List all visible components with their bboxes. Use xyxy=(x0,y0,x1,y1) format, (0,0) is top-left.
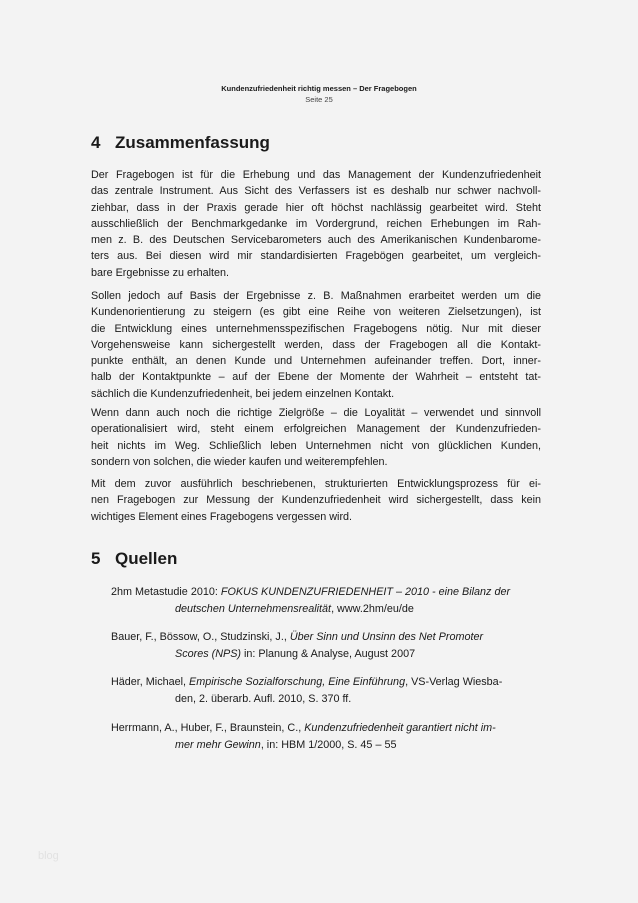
text-line: Wenn dann auch noch die richtige Zielgröße – die Loyalität – verwendet und sinnvoll xyxy=(91,407,541,419)
section-4-heading xyxy=(91,133,270,153)
ref-title: FOKUS KUNDENZUFRIEDENHEIT – 2010 - eine Bilanz der xyxy=(220,586,511,598)
page-number: Seite 25 xyxy=(305,95,333,104)
text-line: ziehbar, dass in der Praxis gerade hier oft höchst nachlässig gearbeitet wird. Steht xyxy=(91,201,541,214)
text-line: heit nichts im Weg. Schließlich leben Unternehmen nicht von glücklichen Kunden, xyxy=(91,439,541,452)
paragraph-3 xyxy=(91,405,541,470)
ref-title-cont: mer mehr Gewinn xyxy=(175,739,261,751)
text-line: ters aus. Bei diesen wird mir standardisierten Fragebögen gearbeitet, um vergleich- xyxy=(91,250,541,263)
ref-source: , www.2hm/eu/de xyxy=(331,603,414,615)
text-line: sondern von solchen, die wieder kaufen und weiterempfehlen. xyxy=(91,455,388,468)
reference-item xyxy=(111,720,531,754)
ref-publisher: , VS-Verlag Wiesba- xyxy=(405,676,503,688)
ref-source: den, 2. überarb. Aufl. 2010, S. 370 ff. xyxy=(175,693,352,705)
text-line: nen Fragebogen zur Messung der Kundenzufriedenheit wird sichergestellt, dass kein xyxy=(91,494,541,507)
text-line: ausschließlich der Benchmarkgedanke im Vordergrund, reichen Erhebungen im Rah- xyxy=(91,217,541,230)
reference-item xyxy=(111,629,531,663)
reference-item xyxy=(111,584,531,618)
watermark: blog xyxy=(38,850,59,862)
ref-author: Herrmann, A., Huber, F., Braunstein, C., xyxy=(111,722,305,734)
text-line: Kundenorientierung zu steigern (es gibt eine Reihe von weiteren Zielsetzungen), ist xyxy=(91,306,541,319)
text-line: die Entwicklung eines unternehmensspezifischen Fragebogens nötig. Nur mit dieser xyxy=(91,322,541,335)
ref-title-cont: Scores (NPS) xyxy=(175,648,241,660)
section-number: 4 xyxy=(91,133,101,152)
text-line: halb der Kontaktpunkte – auf der Ebene der Momente der Wahrheit – entsteht tat- xyxy=(91,371,541,384)
section-number: 5 xyxy=(91,549,101,568)
text-line: operationalisiert wird, steht einem erfolgreichen Management der Kundenzufrieden- xyxy=(91,423,541,436)
text-line: Sollen jedoch auf Basis der Ergebnisse z. B. Maßnahmen erarbeitet werden um die xyxy=(91,290,541,302)
ref-title: Über Sinn und Unsinn des Net Promoter xyxy=(289,631,484,643)
text-line: das zentrale Instrument. Aus Sicht des Verfassers ist es deshalb nur schwer nachvoll- xyxy=(91,185,541,198)
ref-author: Häder, Michael, xyxy=(111,676,190,688)
ref-source: , in: HBM 1/2000, S. 45 – 55 xyxy=(260,739,397,751)
ref-title-cont: deutschen Unternehmensrealität xyxy=(175,603,332,615)
ref-source: in: Planung & Analyse, August 2007 xyxy=(241,648,416,660)
text-line: Der Fragebogen ist für die Erhebung und das Management der Kundenzufriedenheit xyxy=(91,169,541,181)
section-5-heading xyxy=(91,549,177,569)
ref-author: Bauer, F., Bössow, O., Studzinski, J., xyxy=(111,631,290,643)
text-line: punkte enthält, an denen Kunde und Unternehmen aufeinander treffen. Dort, inner- xyxy=(91,355,541,368)
paragraph-2 xyxy=(91,288,541,402)
paragraph-1 xyxy=(91,167,541,281)
text-line: bare Ergebnisse zu erhalten. xyxy=(91,266,230,279)
ref-title: Empirische Sozialforschung, Eine Einführung xyxy=(189,676,406,688)
running-header-title: Kundenzufriedenheit richtig messen – Der Fragebogen xyxy=(221,84,417,93)
text-line: sächlich die Kundenzufriedenheit, bei jedem einzelnen Kontakt. xyxy=(91,387,395,400)
section-title: Quellen xyxy=(115,549,178,568)
section-title: Zusammenfassung xyxy=(115,133,270,152)
reference-item xyxy=(111,674,531,708)
text-line: Vorgehensweise kann sichergestellt werden, dass der Fragebogen all die Kontakt- xyxy=(91,338,541,351)
ref-title: Kundenzufriedenheit garantiert nicht im- xyxy=(304,722,496,734)
text-line: Mit dem zuvor ausführlich beschriebenen, strukturierten Entwicklungsprozess für ei- xyxy=(91,478,541,490)
ref-author: 2hm Metastudie 2010: xyxy=(111,586,221,598)
text-line: wichtiges Element eines Fragebogens vergessen wird. xyxy=(91,510,353,523)
paragraph-4 xyxy=(91,476,541,525)
text-line: men z. B. des Deutschen Servicebarometers auch des Amerikanischen Kundenbarome- xyxy=(91,234,541,247)
